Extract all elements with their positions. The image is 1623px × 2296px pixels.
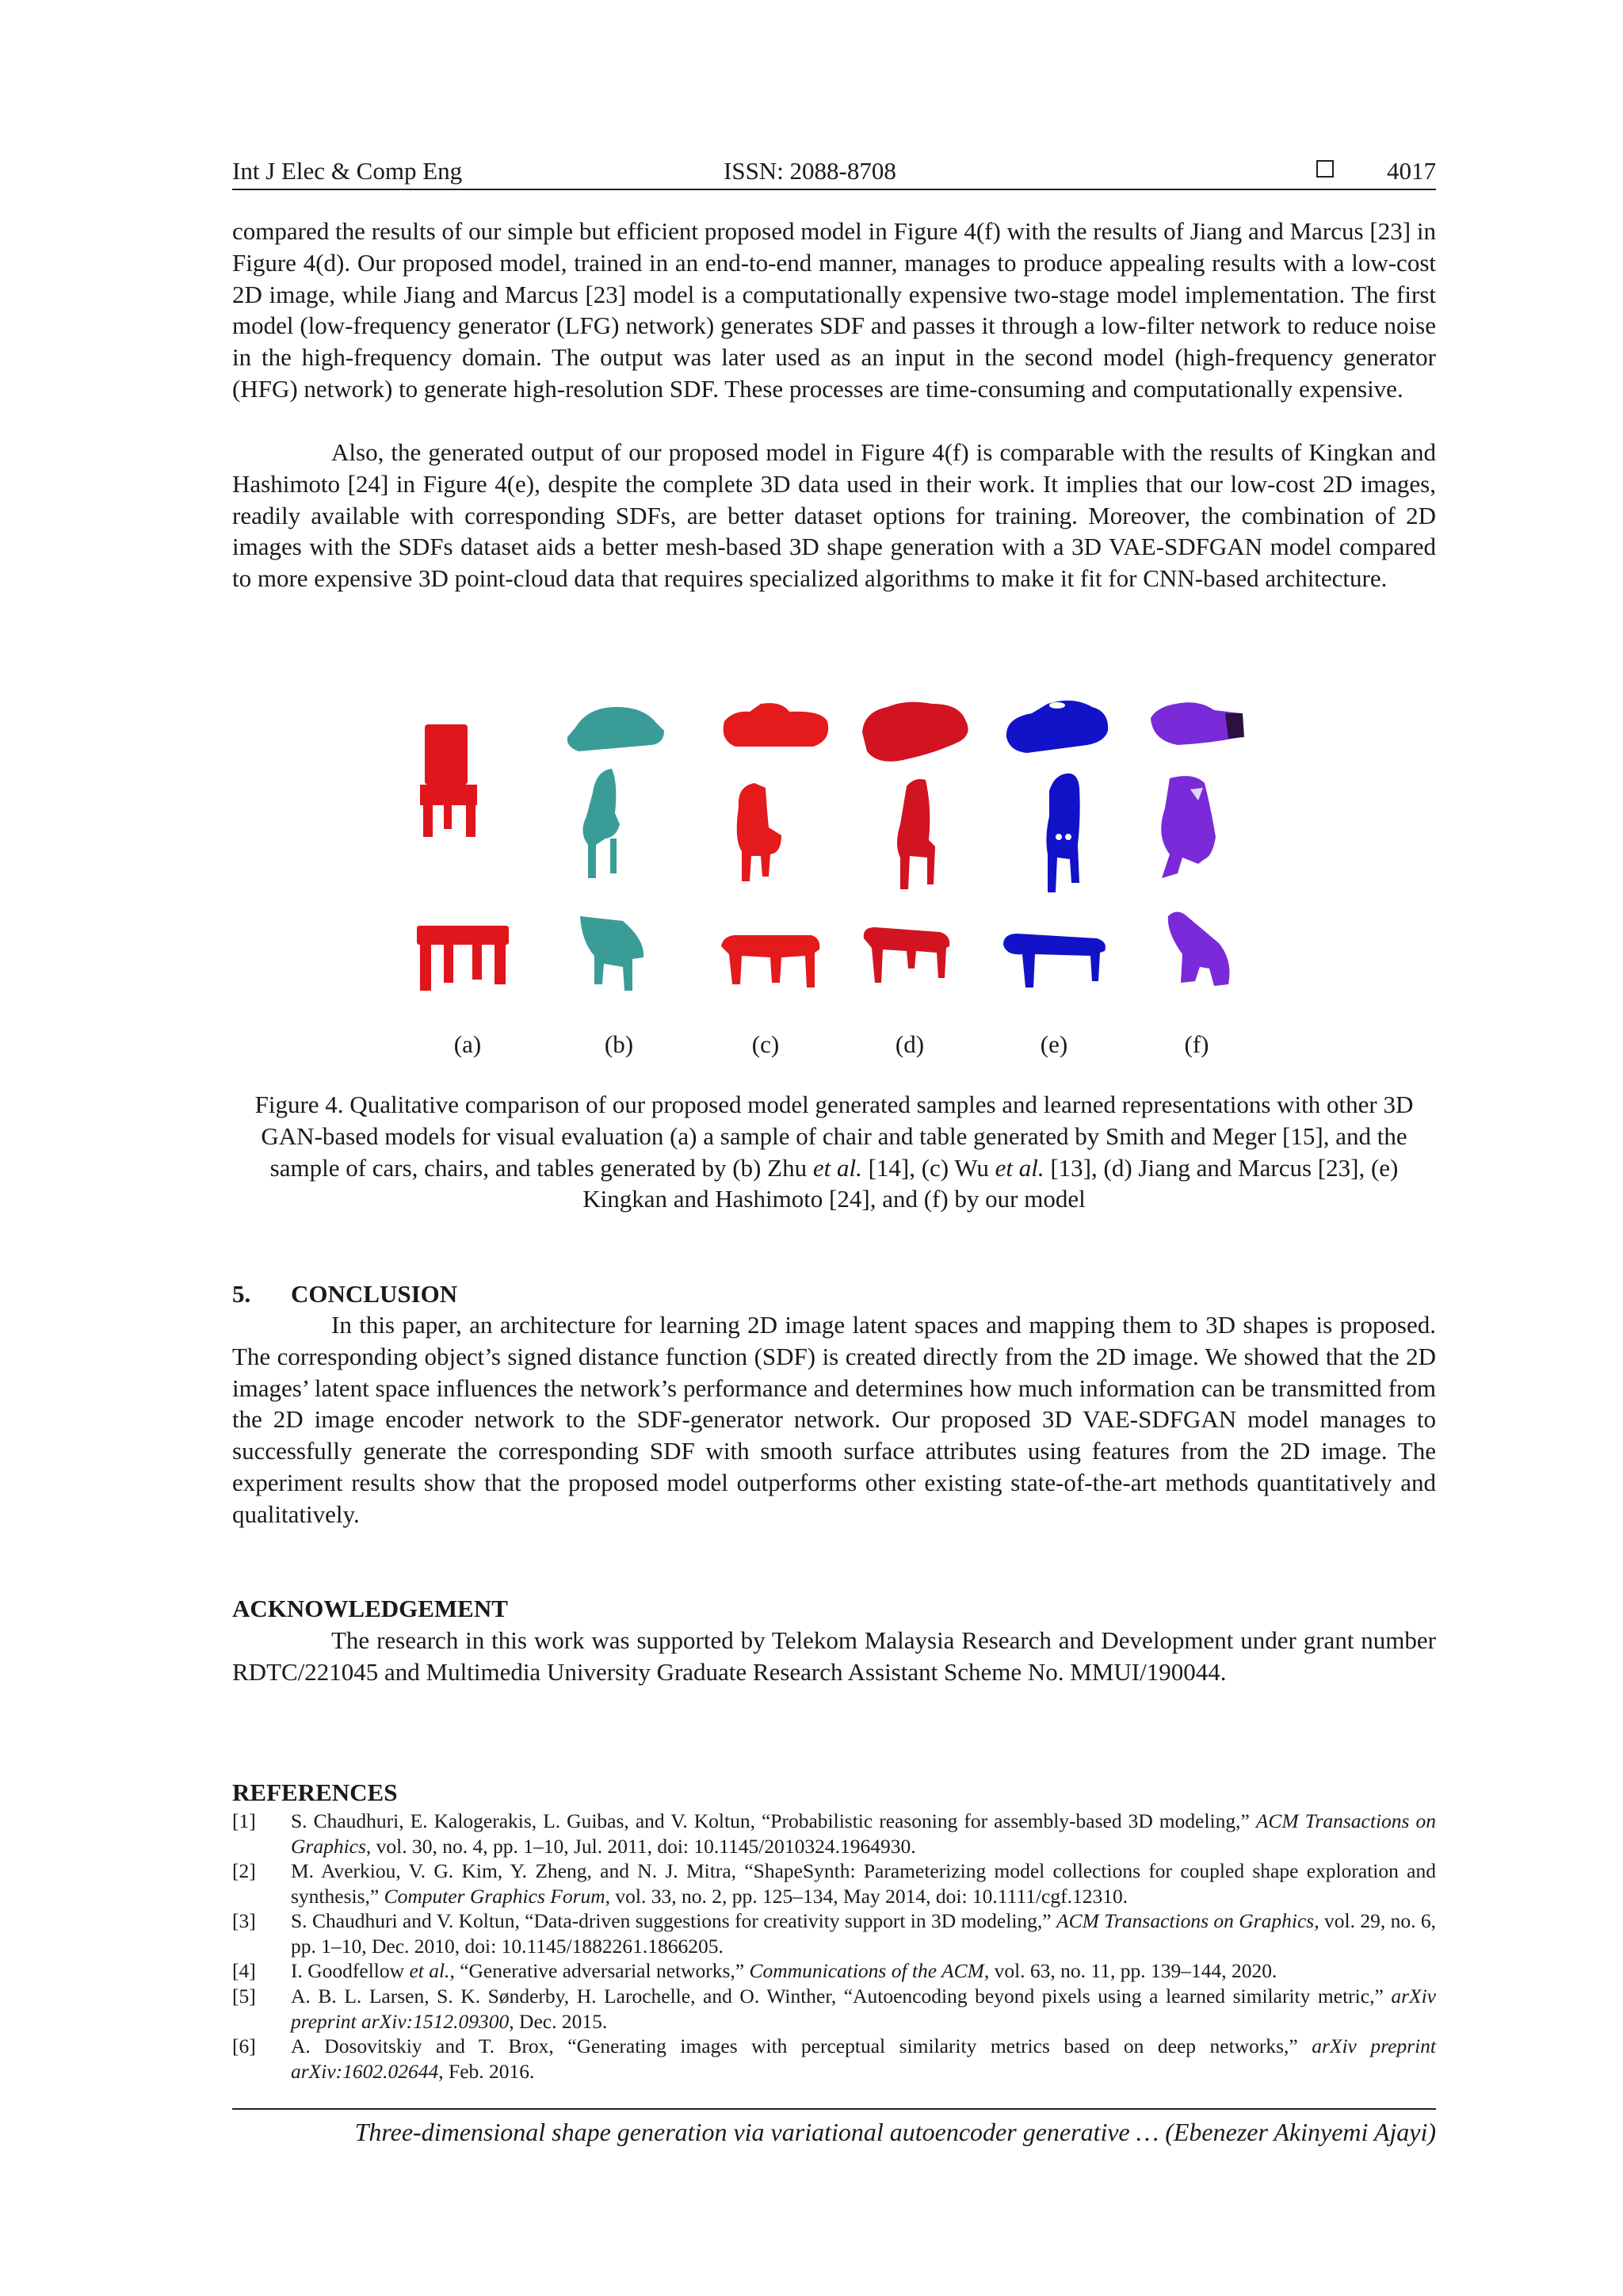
shape-c-car (724, 703, 829, 747)
running-footer (232, 2108, 1436, 2146)
shape-e-chair (1046, 774, 1079, 892)
figure-label-c: (c) (751, 1030, 780, 1058)
figure-label-d: (d) (895, 1030, 925, 1058)
figure-4-image (409, 690, 1277, 1030)
footer-title: Three-dimensional shape generation via variational autoencoder generative … (Ebenezer Akinyemi Ajayi) (354, 2118, 1436, 2146)
shape-b-chair (582, 769, 620, 878)
section-heading-acknowledgement: ACKNOWLEDGEMENT (232, 1595, 508, 1622)
shape-c-chair (737, 783, 781, 881)
shape-a-table (417, 926, 509, 991)
acknowledgement-paragraph: The research in this work was supported by Telekom Malaysia Research and Development under grant number RDTC/221045 and Multimedia University Graduate Research Assistant Scheme No. MMUI/190044. (232, 1626, 1436, 1686)
shape-b-table (580, 916, 643, 991)
reference-item: [4] I. Goodfellow et al., “Generative adversarial networks,” Communications of the ACM, vol. 63, no. 11, pp. 139–144, 2020. (232, 1959, 1277, 1982)
reference-item: [1] S. Chaudhuri, E. Kalogerakis, L. Guibas, and V. Koltun, “Probabilistic reasoning for assembly-based 3D modeling,” ACM Transactions on Graphics, vol. 30, no. 4, pp. 1–10, Jul. 2011, doi: 10.1145/2010324.1964930. (232, 1809, 1436, 1858)
shape-d-car (862, 702, 968, 762)
journal-name: Int J Elec & Comp Eng (232, 157, 463, 185)
shape-e-table (1003, 934, 1106, 988)
shape-a-chair (420, 724, 477, 837)
reference-item: [2] M. Averkiou, V. G. Kim, Y. Zheng, and N. J. Mitra, “ShapeSynth: Parameterizing model collections for coupled shape exploration and synthesis,” Computer Graphics Forum, vol. 33, no. 2, pp. 125–134, May 2014, doi: 10.1111/cgf.12310. (232, 1859, 1436, 1908)
shape-f-car (1151, 702, 1244, 745)
figure-caption: Figure 4. Qualitative comparison of our proposed model generated samples and learned representations with other 3D GAN-based models for visual evaluation (a) a sample of chair and table generated by Smith and Meger [15], and the sample of cars, chairs, and tables generated by (b) Zhu et al. [14], (c) Wu et al. [13], (d) Jiang and Marcus [23], (e) Kingkan and Hashimoto [24], and (f) by our model (254, 1091, 1414, 1213)
shape-d-table (864, 927, 949, 983)
running-header (232, 155, 1436, 190)
reference-item: [5] A. B. L. Larsen, S. K. Sønderby, H. Larochelle, and O. Winther, “Autoencoding beyond pixels using a learned similarity metric,” arXiv preprint arXiv:1512.09300, Dec. 2015. (232, 1985, 1436, 2033)
references-heading: REFERENCES (232, 1778, 398, 1806)
body-paragraph-2: Also, the generated output of our proposed model in Figure 4(f) is comparable with the results of Kingkan and Hashimoto [24] in Figure 4(e), despite the complete 3D data used in their work. It implies that our low-cost 2D images, readily available with corresponding SDFs, are better dataset options for training. Moreover, the combination of 2D images with the SDFs dataset aids a better mesh-based 3D shape generation with a 3D VAE-SDFGAN model compared to more expensive 3D point-cloud data that requires specialized algorithms to make it fit for CNN-based architecture. (232, 438, 1436, 593)
shape-f-table (1168, 911, 1230, 986)
figure-4 (409, 690, 1277, 1058)
figure-label-f: (f) (1184, 1030, 1209, 1058)
page-number: 4017 (1387, 157, 1436, 185)
shape-d-chair (897, 779, 935, 889)
figure-label-a: (a) (453, 1030, 482, 1058)
section-heading-conclusion: 5. CONCLUSION (232, 1280, 458, 1308)
shape-c-table (721, 935, 819, 988)
shape-b-car (567, 707, 664, 751)
figure-label-e: (e) (1040, 1030, 1068, 1058)
figure-label-b: (b) (604, 1030, 634, 1058)
square-icon (1316, 160, 1334, 178)
shape-f-chair (1161, 776, 1216, 878)
issn: ISSN: 2088-8708 (724, 157, 896, 185)
reference-item: [6] A. Dosovitskiy and T. Brox, “Generating images with perceptual similarity metrics based on deep networks,” arXiv preprint arXiv:1602.02644, Feb. 2016. (232, 2034, 1436, 2083)
body-paragraph-1: compared the results of our simple but efficient proposed model in Figure 4(f) with the results of Jiang and Marcus [23] in Figure 4(d). Our proposed model, trained in an end-to-end manner, manages to produce appealing results with a low-cost 2D image, while Jiang and Marcus [23] model is a computationally expensive two-stage model implementation. The first model (low-frequency generator (LFG) network) generates SDF and passes it through a low-filter network to reduce noise in the high-frequency domain. The output was later used as an input in the second model (high-frequency generator (HFG) network) to generate high-resolution SDF. These processes are time-consuming and computationally expensive. (232, 217, 1436, 403)
shape-e-car (1006, 701, 1108, 753)
conclusion-paragraph: In this paper, an architecture for learning 2D image latent spaces and mapping them to 3D shapes is proposed. The corresponding object’s signed distance function (SDF) is created directly from the 2D image. We showed that the 2D images’ latent space influences the network’s performance and determines how much information can be transmitted from the 2D image encoder network to the SDF-generator network. Our proposed 3D VAE-SDFGAN model manages to successfully generate the corresponding SDF with smooth surface attributes using features from the 2D image. The experiment results show that the proposed model outperforms other existing state-of-the-art methods quantitatively and qualitatively. (232, 1311, 1436, 1528)
reference-item: [3] S. Chaudhuri and V. Koltun, “Data-driven suggestions for creativity support in 3D modeling,” ACM Transactions on Graphics, vol. 29, no. 6, pp. 1–10, Dec. 2010, doi: 10.1145/1882261.1866205. (232, 1909, 1436, 1958)
